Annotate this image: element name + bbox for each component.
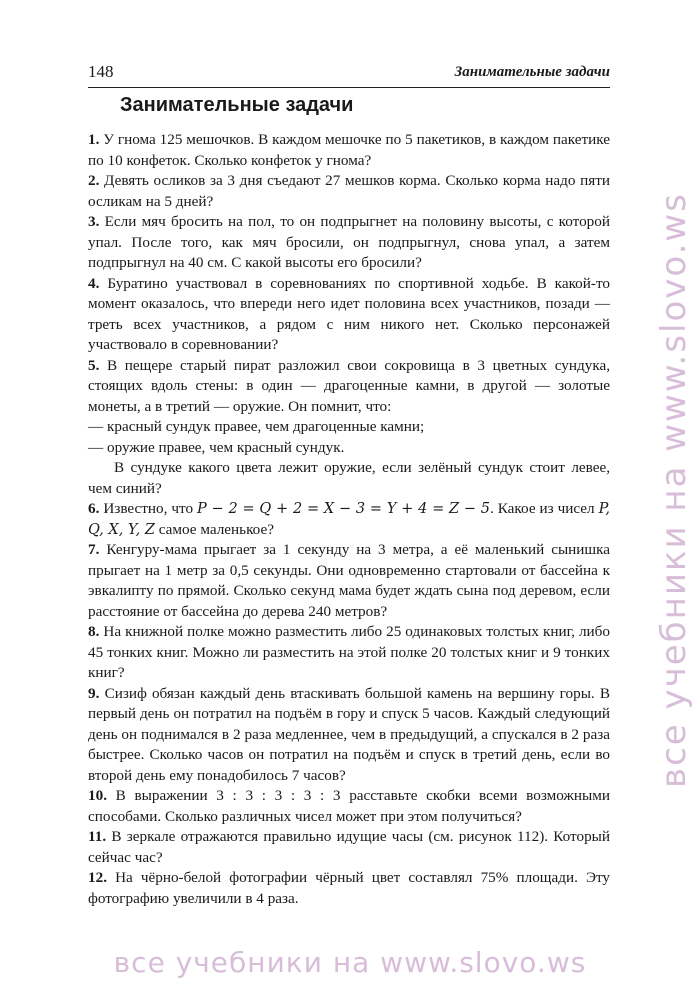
vertical-watermark: все учебники на www.slovo.ws [654,192,694,788]
header-rule [88,87,610,88]
problem-9: 9. Сизиф обязан каждый день втаскивать большой камень на вершину горы. В первый день он потратил на подъём в гору и спуск 5 часов. Каждый следующий день он поднимался в 2 раза медленнее, чем в предыдущий, а спускался в 2 раза быстрее. Сколько часов он потратил на подъём и спуск в третий день, если во второй день ему понадобилось 7 часов? [88,684,611,784]
variables: P, Q, X, Y, Z [88,501,611,538]
problem-11: 11. В зеркале отражаются правильно идущие часы (см. рисунок 112). Который сейчас час? [88,828,610,866]
equation: P − 2 = Q + 2 = X − 3 = Y + 4 = Z − 5 [197,501,490,517]
problem-8: 8. На книжной полке можно разместить либо 25 одинаковых толстых книг, либо 45 тонких книг. Можно ли разместить на этой полке 20 толстых книг и 9 тонких книг? [88,623,610,681]
problem-5-question: В сундуке какого цвета лежит оружие, если зелёный сундук стоит левее, чем синий? [88,459,610,497]
page-header [88,62,610,88]
problem-7: 7. Кенгуру-мама прыгает за 1 секунду на 3 метра, а её маленький сынишка прыгает на 1 метр за 0,5 секунды. Они одновременно стартовали от бассейна к эвкалипту по прямой. Сколько секунд мама будет ждать сына под деревом, если расстояние от бассейна до дерева 240 метров? [88,541,610,620]
problem-5-condition-2: — оружие правее, чем красный сундук. [88,438,345,456]
page-number: 148 [88,62,114,81]
problem-3: 3. Если мяч бросить на пол, то он подпрыгнет на половину высоты, с которой упал. После того, как мяч бросили, он подпрыгнул, снова упал, а затем подпрыгнул на 40 см. С какой высоты его бросили? [88,213,610,271]
problem-12: 12. На чёрно-белой фотографии чёрный цвет составлял 75% площади. Эту фотографию увеличили в 4 раза. [88,869,611,907]
problem-10: 10. В выражении 3 : 3 : 3 : 3 : 3 расставьте скобки всеми возможными способами. Сколько различных чисел может при этом получиться? [88,787,611,825]
section-title: Занимательные задачи [120,94,354,116]
running-title: Занимательные задачи [454,64,610,80]
problem-1: 1. У гнома 125 мешочков. В каждом мешочке по 5 пакетиков, в каждом пакетике по 10 конфеток. Сколько конфеток у гнома? [88,131,610,169]
problem-2: 2. Девять осликов за 3 дня съедают 27 мешков корма. Сколько корма надо пяти осликам на 5 дней? [88,172,610,210]
bottom-watermark: все учебники на www.slovo.ws [113,946,587,979]
problem-5-condition-1: — красный сундук правее, чем драгоценные камни; [88,418,425,435]
problem-5: 5. В пещере старый пират разложил свои сокровища в 3 цветных сундука, стоящих вдоль стены: в один — драгоценные камни, в другой — золотые монеты, а в третий — оружие. Он помнит, что: [88,356,611,415]
problem-6: 6. Известно, что P − 2 = Q + 2 = X − 3 = Y + 4 = Z − 5. Какое из чисел P, Q, X, Y, Z самое маленькое? [88,500,611,538]
problem-4: 4. Буратино участвовал в соревнованиях по спортивной ходьбе. В какой-то момент оказалось, что впереди него идет половина всех участников, позади — треть всех участников, а рядом с ним никого нет. Сколько персонажей участвовало в соревновании? [88,274,610,353]
problems-list [88,130,610,909]
